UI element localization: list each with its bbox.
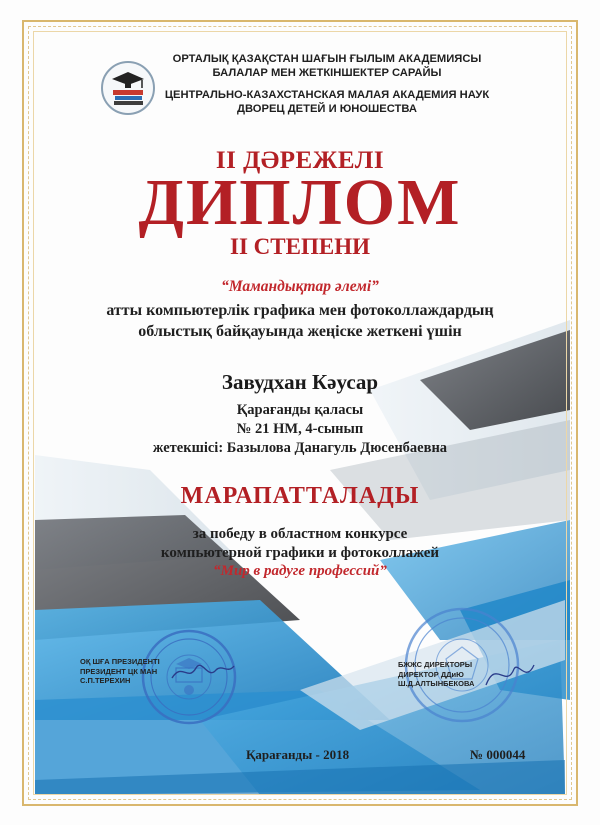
- left-signatory-name: С.П.ТЕРЕХИН: [80, 676, 131, 685]
- reason-ru-line-1: за победу в областном конкурсе: [192, 526, 408, 542]
- academy-logo-icon: [100, 60, 156, 116]
- header-line-1: ОРТАЛЫҚ ҚАЗАҚСТАН ШАҒЫН ҒЫЛЫМ АКАДЕМИЯСЫ: [172, 53, 482, 65]
- right-signatory: [398, 660, 538, 689]
- winner-name: Завудхан Кәусар: [221, 370, 379, 394]
- header-line-3: ЦЕНТРАЛЬНО-КАЗАХСТАНСКАЯ МАЛАЯ АКАДЕМИЯ НАУК: [164, 89, 490, 101]
- right-signatory-title-kz: БЖЖС ДИРЕКТОРЫ: [398, 660, 473, 669]
- left-signatory-title-ru: ПРЕЗИДЕНТ ЦК МАН: [80, 666, 158, 676]
- contest-name-kz: “Мамандықтар әлемі”: [221, 278, 379, 295]
- header-line-4: ДВОРЕЦ ДЕТЕЙ И ЮНОШЕСТВА: [237, 103, 417, 115]
- degree-ru: II СТЕПЕНИ: [230, 234, 370, 259]
- degree-kz: II ДӘРЕЖЕЛІ: [215, 147, 385, 174]
- winner-details: [0, 401, 600, 458]
- right-signatory-title-ru: ДИРЕКТОР ДДиЮ: [398, 669, 464, 679]
- reason-kz: [0, 300, 600, 342]
- institution-header: [162, 52, 492, 116]
- reason-kz-line-2: облыстық байқауында жеңіске жеткені үшін: [138, 323, 462, 340]
- left-signatory-title-kz: ОҚ ШҒА ПРЕЗИДЕНТІ: [80, 657, 160, 666]
- right-signatory-name: Ш.Д.АЛТЫНБЕКОВА: [398, 679, 475, 688]
- winner-school: № 21 НМ, 4-сынып: [236, 421, 364, 437]
- footer-city-year: Қарағанды - 2018: [246, 747, 350, 762]
- diploma-title: ДИПЛОМ: [138, 166, 462, 239]
- reason-kz-line-1: атты компьютерлік графика мен фотоколлаждардың: [106, 302, 494, 319]
- contest-name-ru: “Мир в радуге профессий”: [213, 563, 387, 579]
- winner-city: Қарағанды қаласы: [236, 402, 364, 418]
- winner-supervisor: жетекшісі: Базылова Данагуль Дюсенбаевна: [152, 440, 448, 456]
- header-line-2: БАЛАЛАР МЕН ЖЕТКІНШЕКТЕР САРАЙЫ: [212, 67, 442, 79]
- awarded-heading: МАРАПАТТАЛАДЫ: [180, 483, 420, 509]
- reason-ru-line-2: компьютерной графики и фотоколлажей: [160, 545, 440, 561]
- reason-ru: [0, 525, 600, 563]
- left-signature-icon: [168, 656, 238, 686]
- diploma-number: № 000044: [470, 747, 526, 762]
